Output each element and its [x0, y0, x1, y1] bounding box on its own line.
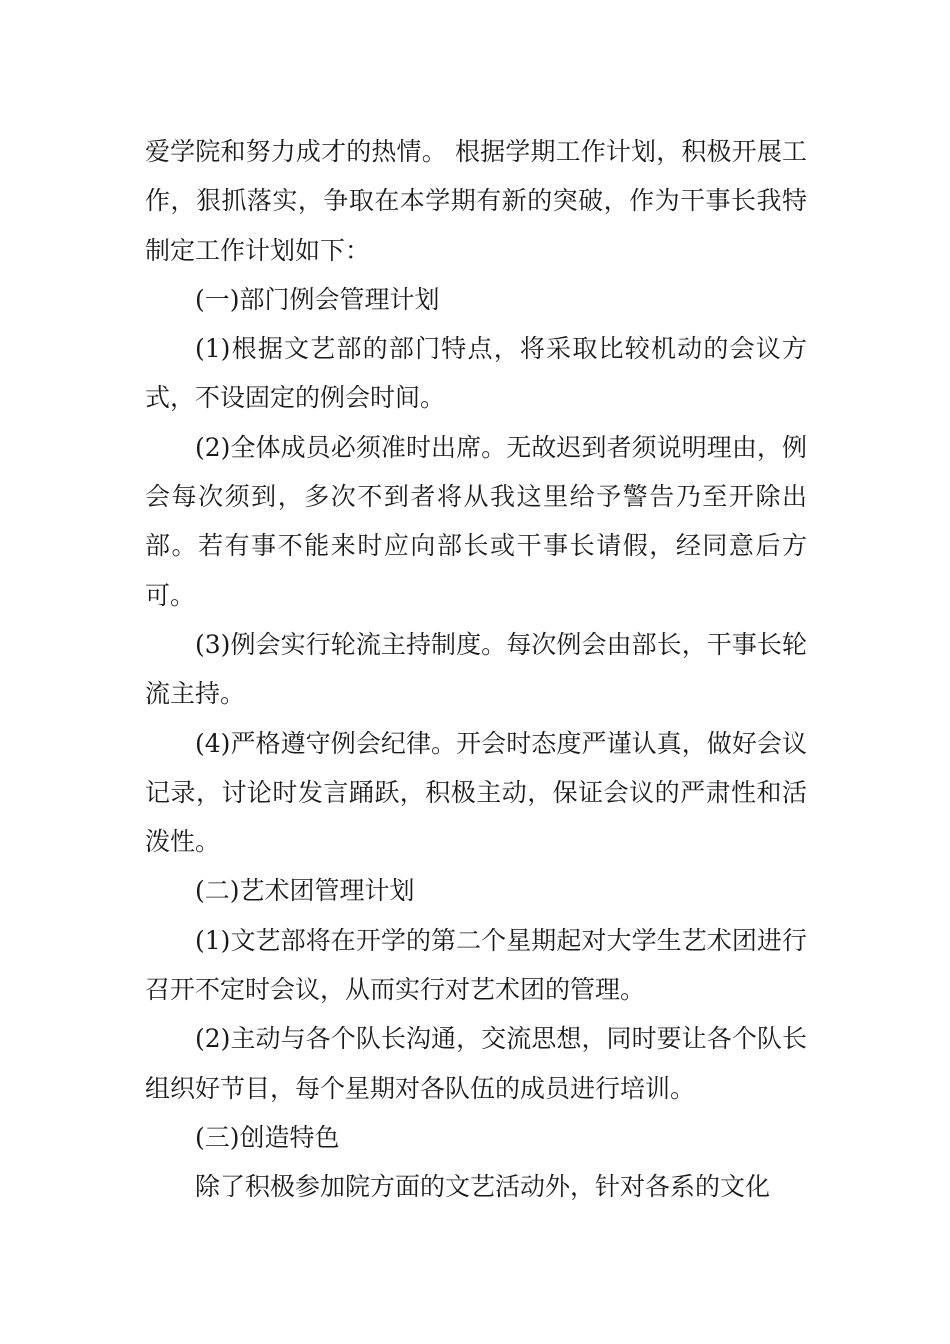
paragraph-meeting-item-1: (1)根据文艺部的部门特点，将采取比较机动的会议方式，不设固定的例会时间。 [145, 334, 807, 413]
paragraph-meeting-item-2: (2)全体成员必须准时出席。无故迟到者须说明理由，例会每次须到，多次不到者将从我这里给予警告乃至开除出部。若有事不能来时应向部长或干事长请假，经同意后方可。 [145, 432, 807, 610]
document-body [145, 127, 807, 1212]
paragraph-features-body: 除了积极参加院方面的文艺活动外，针对各系的文化 [195, 1172, 771, 1202]
paragraph-intro: 爱学院和努力成才的热情。 根据学期工作计划，积极开展工作，狠抓落实，争取在本学期有新的突破，作为干事长我特制定工作计划如下： [145, 137, 807, 265]
paragraph-meeting-item-4: (4)严格遵守例会纪律。开会时态度严谨认真，做好会议记录，讨论时发言踊跃，积极主动，保证会议的严肃性和活泼性。 [145, 728, 807, 857]
paragraph-art-troupe-item-1: (1)文艺部将在开学的第二个星期起对大学生艺术团进行召开不定时会议，从而实行对艺术团的管理。 [145, 925, 807, 1005]
section-heading-meeting-plan: (一)部门例会管理计划 [195, 284, 440, 314]
section-heading-features: (三)创造特色 [195, 1122, 340, 1152]
section-heading-art-troupe: (二)艺术团管理计划 [195, 876, 415, 906]
paragraph-art-troupe-item-2: (2)主动与各个队长沟通，交流思想，同时要让各个队长组织好节目，每个星期对各队伍的成员进行培训。 [145, 1024, 807, 1103]
paragraph-meeting-item-3: (3)例会实行轮流主持制度。每次例会由部长，干事长轮流主持。 [145, 629, 807, 709]
